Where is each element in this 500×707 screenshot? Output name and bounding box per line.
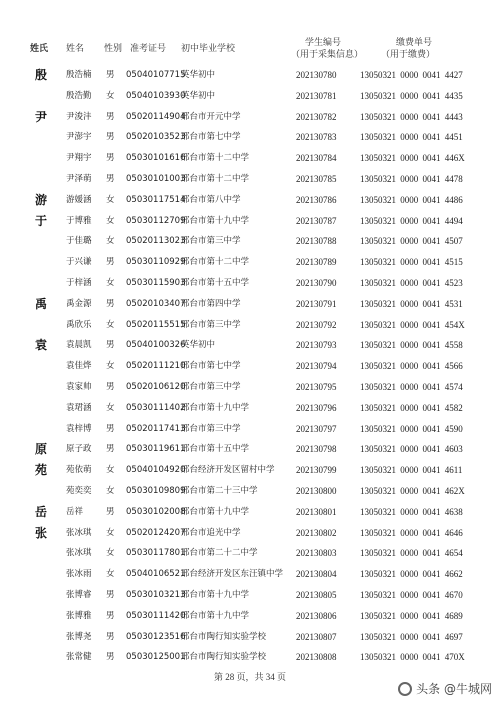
row-exam-no: 05020103407	[126, 298, 186, 309]
table-row	[0, 586, 500, 605]
row-payment-no: 13050321 0000 0041 4435	[360, 90, 463, 101]
row-name: 殷浩楠	[66, 70, 92, 80]
table-row	[0, 170, 500, 189]
header-payment-no-note: （用于缴费）	[381, 50, 436, 60]
table-row	[0, 66, 500, 85]
row-gender: 男	[106, 174, 115, 184]
header-payment-no: 缴费单号	[396, 38, 433, 48]
row-payment-no: 13050321 0000 0041 4443	[360, 111, 463, 122]
row-exam-no: 05030111420	[126, 610, 186, 621]
row-gender: 男	[106, 111, 115, 122]
row-school: 邢台经济开发区留村中学	[181, 465, 275, 476]
row-student-id: 202130787	[296, 215, 337, 226]
row-student-id: 202130788	[296, 236, 337, 247]
row-school: 英华初中	[181, 70, 216, 80]
row-surname: 岳	[34, 504, 47, 519]
row-student-id: 202130783	[296, 132, 337, 143]
row-student-id: 202130791	[296, 298, 337, 309]
row-exam-no: 05030101616	[126, 153, 186, 164]
row-school: 邢台市第二十二中学	[181, 548, 258, 559]
table-row	[0, 295, 500, 314]
row-name: 尹泽萌	[66, 174, 92, 184]
table-row	[0, 232, 500, 251]
table-row	[0, 253, 500, 272]
row-student-id: 202130798	[296, 444, 337, 455]
row-name: 袁家帅	[66, 382, 92, 392]
table-row	[0, 87, 500, 106]
row-student-id: 202130781	[296, 90, 337, 101]
row-student-id: 202130782	[296, 111, 337, 122]
row-gender: 女	[106, 278, 115, 288]
row-exam-no: 05020106120	[126, 382, 186, 392]
row-school: 邢台市第十二中学	[181, 174, 250, 184]
row-gender: 女	[106, 527, 115, 538]
row-payment-no: 13050321 0000 0041 462X	[360, 486, 465, 496]
row-gender: 女	[106, 548, 115, 559]
row-exam-no: 05040107715	[126, 70, 186, 80]
row-school: 邢台市第三中学	[181, 423, 241, 434]
row-payment-no: 13050321 0000 0041 4689	[360, 610, 463, 621]
row-payment-no: 13050321 0000 0041 4486	[360, 194, 463, 205]
row-school: 邢台市第十九中学	[181, 590, 250, 600]
row-payment-no: 13050321 0000 0041 4523	[360, 278, 463, 288]
row-gender: 男	[106, 257, 115, 268]
row-gender: 男	[106, 506, 115, 517]
row-gender: 男	[106, 652, 115, 663]
header-gender: 性别	[104, 44, 123, 54]
row-exam-no: 05040104920	[126, 465, 186, 476]
row-exam-no: 05030117801	[126, 548, 186, 559]
row-student-id: 202130808	[296, 652, 337, 663]
row-student-id: 202130802	[296, 527, 337, 538]
row-exam-no: 05030103213	[126, 590, 186, 600]
row-payment-no: 13050321 0000 0041 454X	[360, 319, 465, 330]
table-row	[0, 378, 500, 397]
row-name: 张常健	[66, 652, 92, 663]
row-payment-no: 13050321 0000 0041 4670	[360, 590, 463, 600]
row-school: 邢台市第三中学	[181, 382, 241, 392]
row-payment-no: 13050321 0000 0041 4603	[360, 444, 463, 455]
row-student-id: 202130803	[296, 548, 337, 559]
row-school: 邢台市第二十三中学	[181, 486, 258, 496]
table-row	[0, 461, 500, 480]
row-student-id: 202130800	[296, 486, 337, 496]
row-payment-no: 13050321 0000 0041 4582	[360, 402, 463, 413]
row-payment-no: 13050321 0000 0041 4574	[360, 382, 463, 392]
row-gender: 男	[106, 153, 115, 164]
row-gender: 男	[106, 444, 115, 455]
row-school: 邢台市第七中学	[181, 132, 241, 143]
row-name: 于博雅	[66, 215, 92, 226]
row-surname: 张	[34, 525, 47, 540]
row-payment-no: 13050321 0000 0041 4611	[360, 465, 463, 476]
row-student-id: 202130794	[296, 361, 337, 372]
row-payment-no: 13050321 0000 0041 4515	[360, 257, 463, 268]
header-name: 姓名	[66, 44, 85, 54]
row-payment-no: 13050321 0000 0041 4646	[360, 527, 463, 538]
row-exam-no: 05040100326	[126, 340, 186, 351]
table-row	[0, 357, 500, 376]
watermark-logo-icon	[398, 682, 412, 696]
row-exam-no: 05040106521	[126, 569, 186, 580]
row-gender: 男	[106, 590, 115, 600]
row-student-id: 202130806	[296, 610, 337, 621]
row-payment-no: 13050321 0000 0041 4638	[360, 506, 463, 517]
row-name: 张博尧	[66, 631, 92, 642]
row-name: 殷浩勤	[66, 90, 92, 101]
row-payment-no: 13050321 0000 0041 4654	[360, 548, 463, 559]
row-exam-no: 05030101003	[126, 174, 186, 184]
row-gender: 女	[106, 215, 115, 226]
row-gender: 男	[106, 298, 115, 309]
row-surname: 游	[34, 192, 47, 207]
row-payment-no: 13050321 0000 0041 4427	[360, 70, 463, 80]
row-name: 禹欣乐	[66, 319, 92, 330]
row-payment-no: 13050321 0000 0041 4451	[360, 132, 463, 143]
row-exam-no: 05030110929	[126, 257, 186, 268]
watermark	[398, 680, 492, 697]
row-exam-no: 05020103523	[126, 132, 186, 143]
row-student-id: 202130804	[296, 569, 337, 580]
header-student-id-note: （用于采集信息）	[291, 50, 364, 60]
row-payment-no: 13050321 0000 0041 4507	[360, 236, 463, 247]
row-gender: 男	[106, 631, 115, 642]
row-name: 张冰琪	[66, 527, 92, 538]
row-exam-no: 05040103930	[126, 90, 186, 101]
row-name: 于梓涵	[66, 278, 92, 288]
row-student-id: 202130784	[296, 153, 337, 164]
row-student-id: 202130799	[296, 465, 337, 476]
row-school: 英华初中	[181, 90, 216, 101]
table-row	[0, 503, 500, 522]
table-row	[0, 440, 500, 459]
row-surname: 原	[34, 442, 47, 457]
row-school: 邢台市第十五中学	[181, 278, 250, 288]
row-student-id: 202130793	[296, 340, 337, 351]
row-gender: 女	[106, 361, 115, 372]
row-exam-no: 05030111402	[126, 402, 186, 413]
row-surname: 尹	[34, 109, 47, 124]
row-school: 邢台市开元中学	[181, 111, 241, 122]
row-exam-no: 05030119611	[126, 444, 186, 455]
row-exam-no: 05030125001	[126, 652, 186, 663]
row-exam-no: 05030115903	[126, 278, 186, 288]
row-name: 张冰雨	[66, 569, 92, 580]
row-student-id: 202130790	[296, 278, 337, 288]
table-row	[0, 482, 500, 501]
row-school: 邢台市陶行知实验学校	[181, 631, 267, 642]
row-exam-no: 05020111210	[126, 361, 186, 372]
row-name: 张博睿	[66, 590, 92, 600]
page-footer: 第 28 页，共 34 页	[213, 672, 286, 682]
header-school: 初中毕业学校	[181, 44, 236, 54]
table-row	[0, 128, 500, 147]
row-name: 原子政	[66, 444, 92, 455]
row-school: 邢台市第三中学	[181, 319, 241, 330]
row-school: 邢台市追光中学	[181, 527, 241, 538]
row-gender: 男	[106, 423, 115, 434]
row-school: 邢台经济开发区东汪镇中学	[181, 569, 284, 580]
row-gender: 女	[106, 569, 115, 580]
row-name: 袁梓博	[66, 423, 92, 434]
row-exam-no: 05030102008	[126, 506, 186, 517]
row-gender: 女	[106, 486, 115, 496]
table-row	[0, 149, 500, 168]
row-payment-no: 13050321 0000 0041 4558	[360, 340, 463, 351]
row-payment-no: 13050321 0000 0041 4662	[360, 569, 463, 580]
row-student-id: 202130785	[296, 174, 337, 184]
watermark-text: 头条 @牛城网	[416, 682, 492, 696]
row-exam-no: 05020114904	[126, 111, 186, 122]
row-payment-no: 13050321 0000 0041 470X	[360, 652, 465, 663]
row-name: 袁晨凯	[66, 340, 92, 351]
row-name: 张冰琪	[66, 548, 92, 559]
row-name: 袁佳烨	[66, 361, 92, 372]
row-name: 游媛涵	[66, 194, 92, 205]
row-gender: 男	[106, 340, 115, 351]
row-school: 邢台市第十九中学	[181, 215, 250, 226]
row-exam-no: 05020115515	[126, 319, 186, 330]
table-row	[0, 420, 500, 439]
row-payment-no: 13050321 0000 0041 4590	[360, 423, 463, 434]
row-payment-no: 13050321 0000 0041 446X	[360, 153, 465, 164]
row-name: 苑依萌	[66, 465, 92, 476]
row-student-id: 202130786	[296, 194, 337, 205]
row-student-id: 202130792	[296, 319, 337, 330]
table-row	[0, 648, 500, 667]
row-gender: 男	[106, 382, 115, 392]
row-surname: 禹	[34, 296, 47, 311]
table-row	[0, 316, 500, 335]
row-surname: 于	[34, 213, 47, 228]
table-row	[0, 524, 500, 543]
row-name: 尹翔宇	[66, 153, 92, 164]
row-gender: 女	[106, 236, 115, 247]
row-student-id: 202130807	[296, 631, 337, 642]
table-row	[0, 544, 500, 563]
row-exam-no: 05030112709	[126, 215, 186, 226]
row-name: 尹浚沣	[66, 111, 92, 122]
row-school: 邢台市第十九中学	[181, 610, 250, 621]
row-school: 邢台市第八中学	[181, 194, 241, 205]
row-school: 邢台市第十二中学	[181, 153, 250, 164]
row-payment-no: 13050321 0000 0041 4494	[360, 215, 463, 226]
table-row	[0, 607, 500, 626]
row-school: 邢台市第七中学	[181, 361, 241, 372]
row-name: 张博雅	[66, 610, 92, 621]
row-student-id: 202130795	[296, 382, 337, 392]
table-row	[0, 191, 500, 210]
row-student-id: 202130801	[296, 506, 337, 517]
row-name: 禹金源	[66, 298, 92, 309]
table-row	[0, 336, 500, 355]
row-student-id: 202130797	[296, 423, 337, 434]
row-surname: 殷	[34, 68, 47, 82]
row-exam-no: 05030109809	[126, 486, 186, 496]
row-student-id: 202130796	[296, 402, 337, 413]
row-school: 英华初中	[181, 340, 216, 351]
row-student-id: 202130789	[296, 257, 337, 268]
row-school: 邢台市第十九中学	[181, 402, 250, 413]
row-exam-no: 05020124207	[126, 527, 186, 538]
row-school: 邢台市第四中学	[181, 298, 241, 309]
header-exam-no: 准考证号	[130, 44, 167, 54]
row-gender: 女	[106, 465, 115, 476]
row-gender: 女	[106, 319, 115, 330]
row-name: 岳祥	[66, 506, 84, 517]
row-payment-no: 13050321 0000 0041 4566	[360, 361, 463, 372]
row-payment-no: 13050321 0000 0041 4478	[360, 174, 463, 184]
row-school: 邢台市第十九中学	[181, 506, 250, 517]
row-payment-no: 13050321 0000 0041 4697	[360, 631, 463, 642]
row-gender: 女	[106, 402, 115, 413]
row-gender: 男	[106, 132, 115, 143]
table-row	[0, 274, 500, 293]
row-school: 邢台市第十五中学	[181, 444, 250, 455]
row-exam-no: 05030117514	[126, 194, 186, 205]
row-payment-no: 13050321 0000 0041 4531	[360, 298, 463, 309]
row-name: 袁珺涵	[66, 402, 92, 413]
table-row	[0, 628, 500, 647]
row-name: 于佳璐	[66, 236, 92, 247]
row-student-id: 202130780	[296, 70, 337, 80]
row-gender: 女	[106, 194, 115, 205]
table-row	[0, 108, 500, 127]
row-gender: 男	[106, 610, 115, 621]
header-surname: 姓氏	[30, 44, 49, 54]
row-school: 邢台市第十二中学	[181, 257, 250, 268]
row-surname: 苑	[34, 463, 47, 478]
row-school: 邢台市陶行知实验学校	[181, 652, 267, 663]
row-school: 邢台市第三中学	[181, 236, 241, 247]
table-row	[0, 399, 500, 418]
row-name: 于兴谦	[66, 257, 92, 268]
header-student-id: 学生编号	[305, 38, 342, 48]
row-exam-no: 05020117413	[126, 423, 186, 434]
row-name: 苑奕奕	[66, 486, 92, 496]
table-row	[0, 565, 500, 584]
row-student-id: 202130805	[296, 590, 337, 600]
table-row	[0, 212, 500, 231]
row-exam-no: 05030123516	[126, 631, 186, 642]
row-surname: 袁	[34, 338, 47, 353]
row-gender: 女	[106, 90, 115, 101]
row-exam-no: 05020113023	[126, 236, 186, 247]
row-gender: 男	[106, 70, 115, 80]
row-name: 尹澎宇	[66, 132, 92, 143]
